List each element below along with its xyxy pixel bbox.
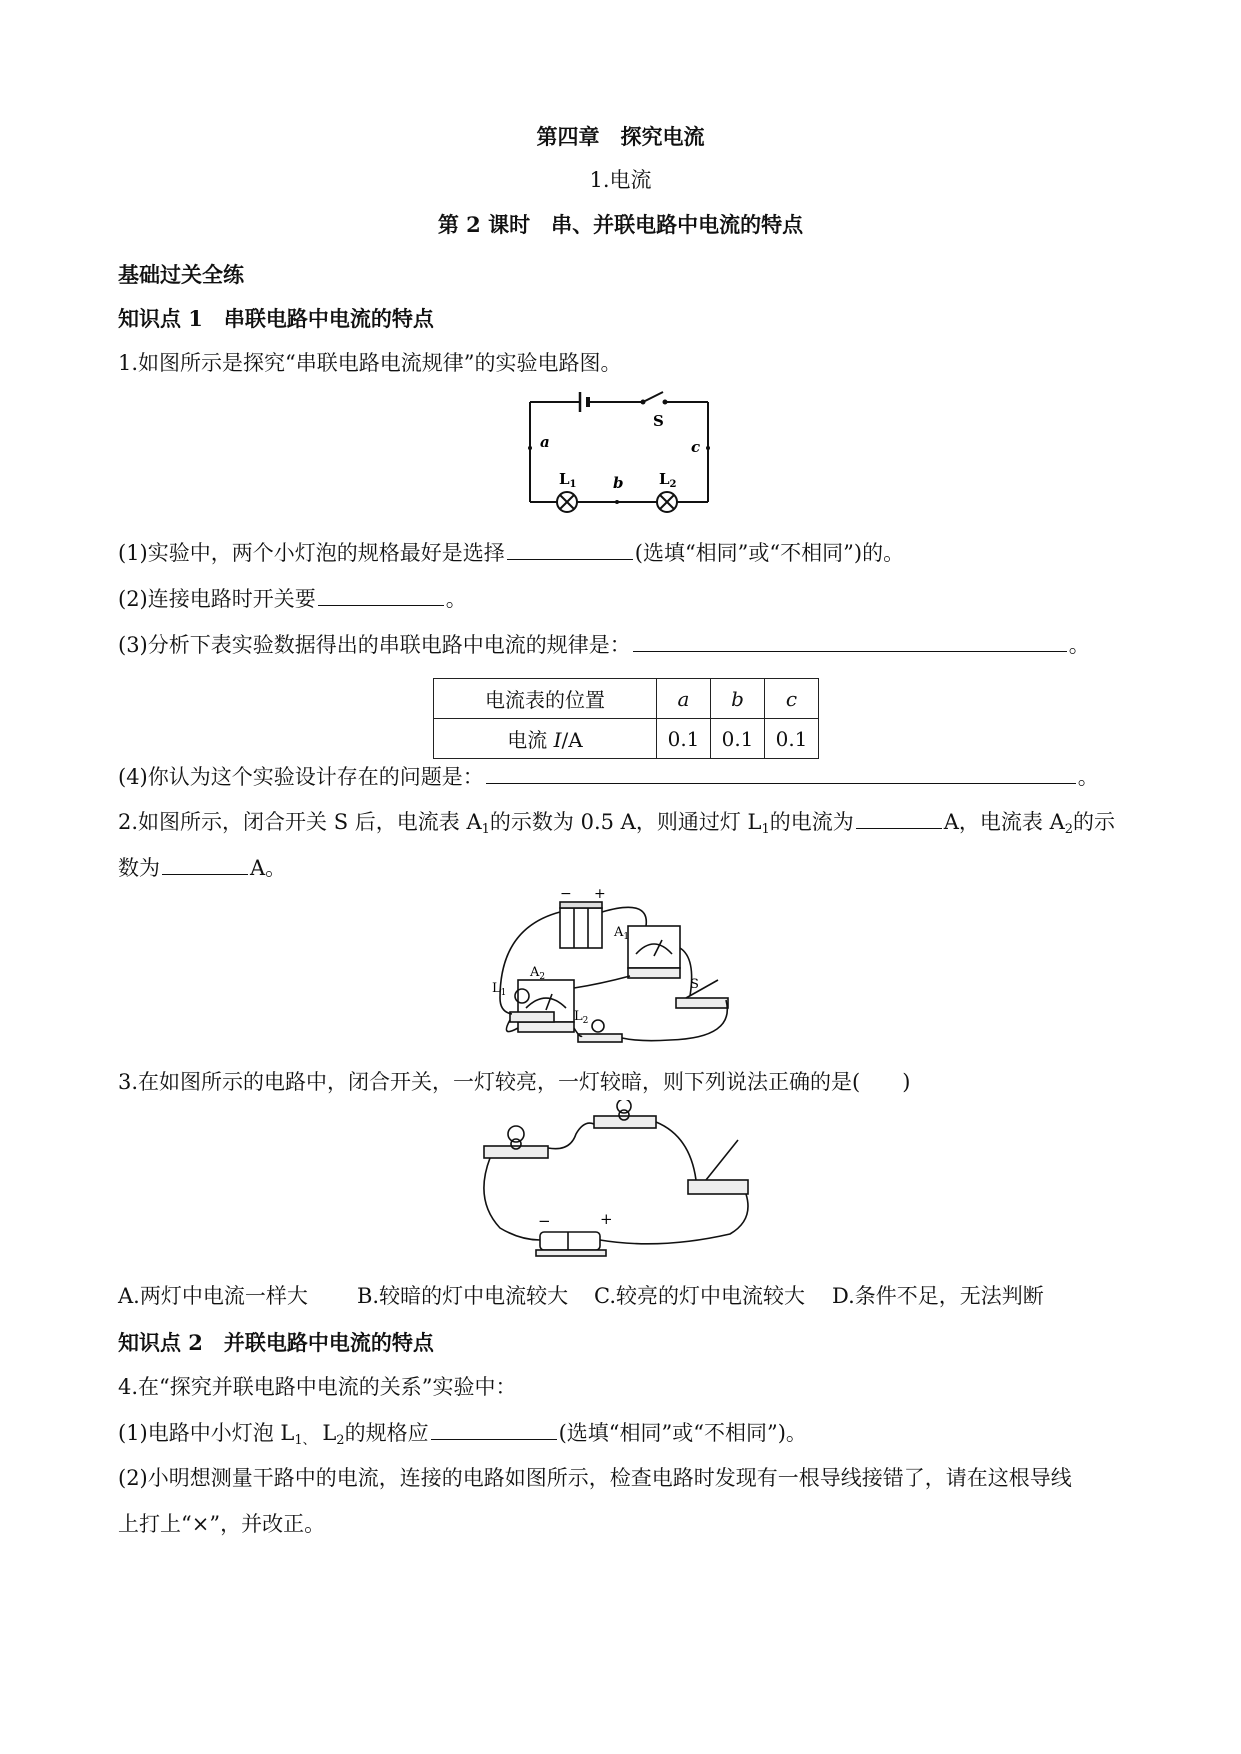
q1-part4-blank[interactable] (486, 781, 1076, 784)
knowledge-point-1-title: 知识点 1 串联电路中电流的特点 (118, 306, 434, 331)
meter-label-a2: $A_2$ (530, 965, 546, 982)
battery-plus-label: + (594, 888, 606, 902)
q3-option-a[interactable]: A.两灯中电流一样大 (118, 1284, 308, 1308)
q1-stem: 1.如图所示是探究“串联电路电流规律”的实验电路图。 (118, 351, 622, 375)
battery-plus-label: + (600, 1210, 613, 1228)
q4-part1: (1)电路中小灯泡 $L_{1、}$ $L_2$的规格应 (选填“相同”或“不相同”)。 (118, 1421, 807, 1448)
lesson-title: 第 2 课时 串、并联电路中电流的特点 (437, 212, 804, 237)
knowledge-point-2-title: 知识点 2 并联电路中电流的特点 (118, 1330, 434, 1355)
chapter-title: 第四章 探究电流 (536, 124, 705, 149)
battery-minus-label: − (560, 888, 572, 902)
q3-option-d[interactable]: D.条件不足，无法判断 (832, 1284, 1044, 1308)
table-cell: 0.1 (765, 719, 819, 759)
q3-option-b[interactable]: B.较暗的灯中电流较大 (357, 1284, 569, 1308)
switch-label-s: S (653, 412, 664, 430)
q4-stem: 4.在“探究并联电路中电流的关系”实验中： (118, 1375, 517, 1399)
q2-line1: 2.如图所示，闭合开关 S 后，电流表 $A_1$的示数为 0.5 A，则通过灯 $L_1$的电流为 A，电流表 $A_2$的示 (118, 810, 1116, 837)
q2-physical-circuit-figure (490, 888, 740, 1048)
q1-series-circuit-diagram (525, 388, 715, 516)
q1-part1-blank[interactable] (507, 557, 633, 560)
q4-part2-line1: (2)小明想测量干路中的电流，连接的电路如图所示，检查电路时发现有一根导线接错了，请在这根导线 (118, 1466, 1072, 1490)
point-label-b: b (613, 474, 624, 492)
table-row-label: 电流 I/A (434, 719, 657, 759)
lamp-label-l1: $L_1$ (492, 981, 507, 998)
switch-label-s: S (690, 977, 699, 992)
point-label-a: a (540, 433, 550, 451)
q3-option-c[interactable]: C.较亮的灯中电流较大 (594, 1284, 805, 1308)
q1-part2: (2)连接电路时开关要 。 (118, 587, 467, 611)
q4-part1-blank[interactable] (431, 1437, 557, 1440)
lamp-label-l2: $L_2$ (574, 1009, 589, 1026)
lamp-label-l1: $L_1$ (559, 470, 577, 490)
q1-part2-blank[interactable] (318, 603, 444, 606)
table-header-row (434, 679, 819, 719)
lamp-label-l2: $L_2$ (659, 470, 677, 490)
table-header-cell: 电流表的位置 (434, 679, 657, 719)
q2-a2-reading-blank[interactable] (162, 872, 248, 875)
q2-l1-current-blank[interactable] (856, 826, 942, 829)
section-title: 1.电流 (589, 168, 652, 192)
q1-part3: (3)分析下表实验数据得出的串联电路中电流的规律是： 。 (118, 633, 1090, 657)
table-cell: 0.1 (711, 719, 765, 759)
table-header-cell: b (711, 679, 765, 719)
q2-line2: 数为 A。 (118, 856, 287, 880)
point-label-c: c (691, 438, 701, 456)
practice-title: 基础过关全练 (118, 262, 244, 287)
table-row (434, 719, 819, 759)
q1-part3-blank[interactable] (633, 649, 1067, 652)
meter-label-a1: $A_1$ (614, 925, 630, 942)
table-cell: 0.1 (657, 719, 711, 759)
q3-stem: 3.在如图所示的电路中，闭合开关，一灯较亮，一灯较暗，则下列说法正确的是( ) (118, 1070, 911, 1094)
table-header-cell: a (657, 679, 711, 719)
table-header-cell: c (765, 679, 819, 719)
q1-part4: (4)你认为这个实验设计存在的问题是： 。 (118, 765, 1099, 789)
q1-data-table (433, 678, 819, 759)
q1-part1: (1)实验中，两个小灯泡的规格最好是选择 (选填“相同”或“不相同”)的。 (118, 541, 905, 565)
q4-part2-line2: 上打上“×”，并改正。 (118, 1512, 326, 1536)
battery-minus-label: − (538, 1212, 551, 1230)
q3-physical-circuit-figure (480, 1100, 760, 1260)
